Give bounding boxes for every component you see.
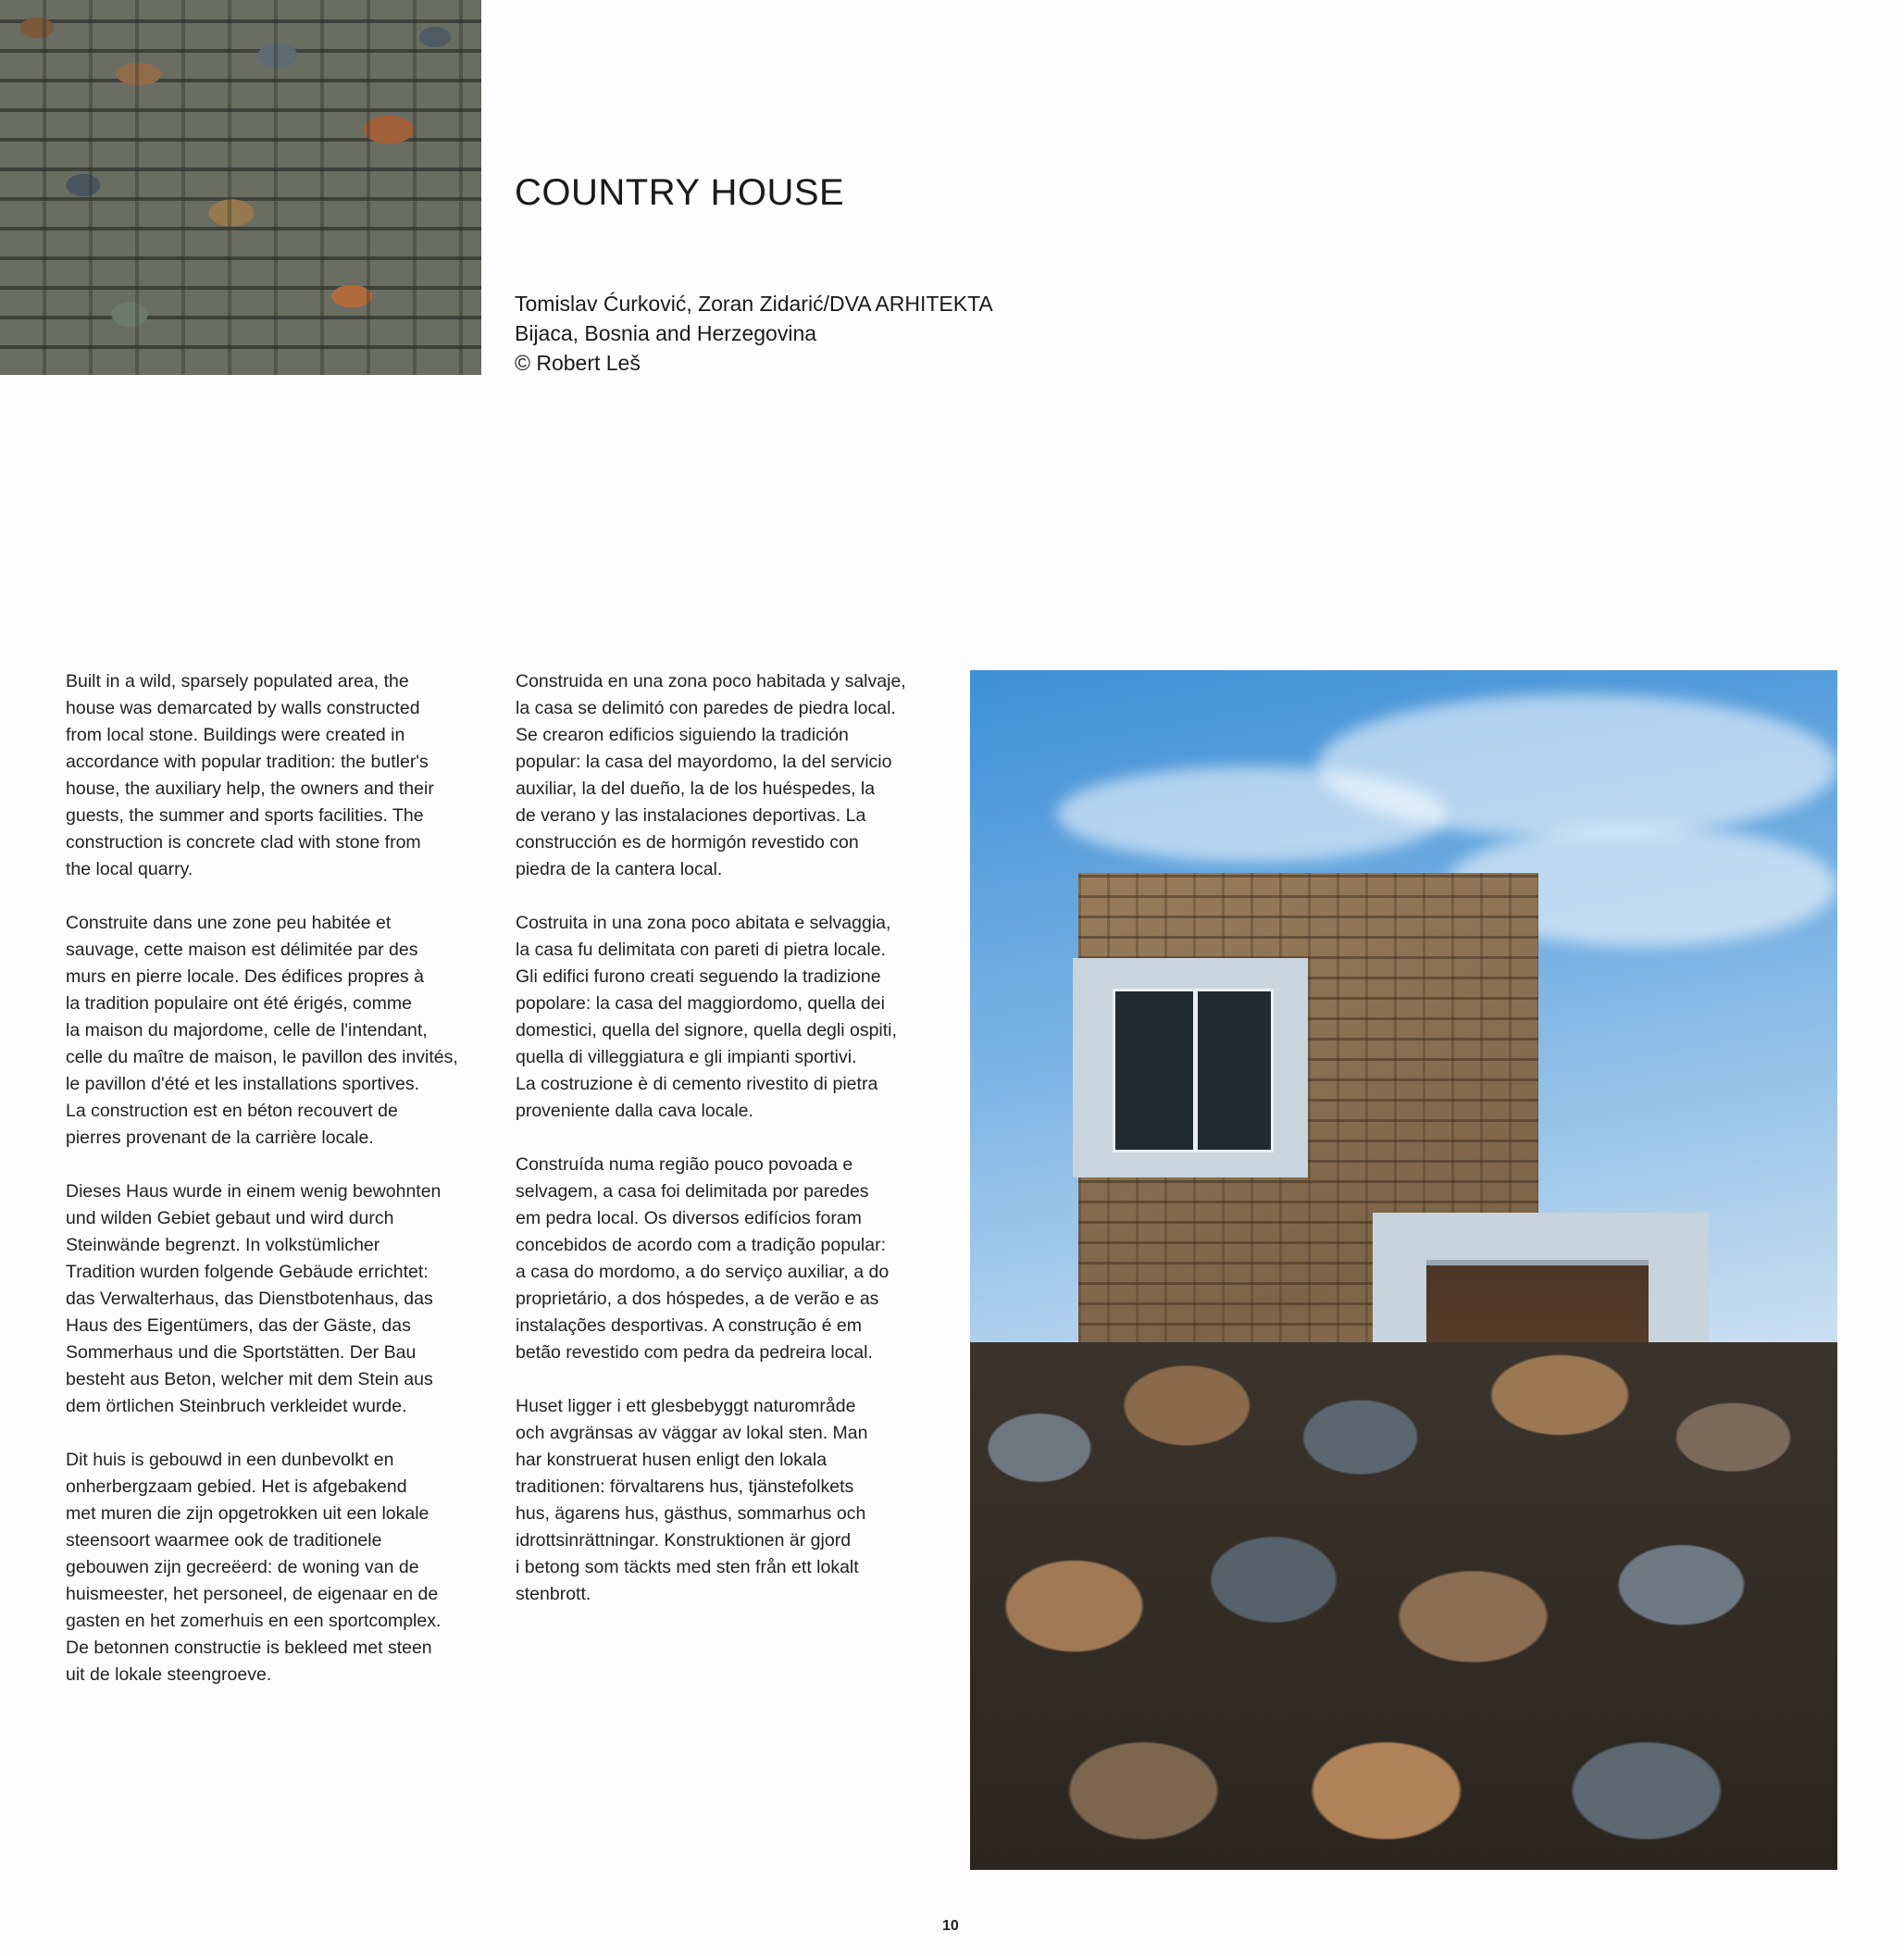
- architects: Tomislav Ćurković, Zoran Zidarić/DVA ARHITEKTA: [515, 292, 993, 316]
- text-line: auxiliar, la del dueño, la de los huéspedes, la: [516, 779, 876, 799]
- text-line: steensoort waarmee ook de traditionele: [66, 1530, 382, 1551]
- text-line: sauvage, cette maison est délimitée par des: [66, 940, 418, 960]
- text-line: dem örtlichen Steinbruch verkleidet wurde.: [66, 1396, 407, 1416]
- text-line: murs en pierre locale. Des édifices propres à: [66, 966, 424, 987]
- text-line: Costruita in una zona poco abitata e selvaggia,: [516, 913, 891, 933]
- text-line: concebidos de acordo com a tradição popular:: [516, 1235, 886, 1255]
- text-line: popolare: la casa del maggiordomo, quella dei: [516, 993, 885, 1014]
- text-line: La costruzione è di cemento rivestito di pietra: [516, 1074, 878, 1094]
- text-line: Dit huis is gebouwd in een dunbevolkt en: [66, 1450, 394, 1470]
- text-line: construction is concrete clad with stone from: [66, 832, 421, 853]
- text-line: und wilden Gebiet gebaut und wird durch: [66, 1208, 394, 1228]
- text-line: huismeester, het personeel, de eigenaar en de: [66, 1584, 439, 1604]
- text-line: from local stone. Buildings were created in: [66, 725, 405, 745]
- text-line: onherbergzaam gebied. Het is afgebakend: [66, 1476, 407, 1497]
- paragraph-pt: [516, 1152, 951, 1366]
- text-line: Dieses Haus wurde in einem wenig bewohnten: [66, 1181, 442, 1202]
- location: Bijaca, Bosnia and Herzegovina: [515, 321, 817, 345]
- text-line: de verano y las instalaciones deportivas. La: [516, 805, 866, 826]
- text-line: guests, the summer and sports facilities. The: [66, 805, 424, 826]
- text-line: idrottsinrättningar. Konstruktionen är gjord: [516, 1530, 852, 1551]
- paragraph-nl: [66, 1447, 501, 1688]
- text-line: house was demarcated by walls constructed: [66, 698, 420, 718]
- text-line: em pedra local. Os diversos edifícios foram: [516, 1208, 862, 1228]
- text-line: celle du maître de maison, le pavillon des invités,: [66, 1047, 458, 1067]
- text-line: piedra de la cantera local.: [516, 859, 723, 879]
- house-photo: [970, 670, 1837, 1870]
- text-line: a casa do mordomo, a do serviço auxiliar, a do: [516, 1262, 890, 1282]
- text-line: gebouwen zijn gecreëerd: de woning van de: [66, 1557, 419, 1577]
- text-line: house, the auxiliary help, the owners and their: [66, 779, 434, 799]
- text-line: uit de lokale steengroeve.: [66, 1664, 272, 1685]
- text-line: le pavillon d'été et les installations sportives.: [66, 1074, 420, 1094]
- paragraph-de: [66, 1178, 501, 1420]
- text-line: la maison du majordome, celle de l'intendant,: [66, 1020, 428, 1040]
- text-line: domestici, quella del signore, quella degli ospiti,: [516, 1020, 897, 1040]
- project-credits: [515, 289, 993, 378]
- text-line: the local quarry.: [66, 859, 193, 879]
- paragraph-sv: [516, 1393, 951, 1608]
- text-line: selvagem, a casa foi delimitada por paredes: [516, 1181, 869, 1202]
- text-line: met muren die zijn opgetrokken uit een lokale: [66, 1503, 429, 1524]
- paragraph-es: [516, 668, 951, 883]
- rock-pile: [970, 1342, 1837, 1870]
- text-line: instalações desportivas. A construção é em: [516, 1315, 862, 1336]
- text-line: quella di villeggiatura e gli impianti sportivi.: [516, 1047, 857, 1067]
- text-line: besteht aus Beton, welcher mit dem Stein aus: [66, 1369, 433, 1389]
- window: [1073, 958, 1309, 1177]
- text-column-left: [66, 668, 501, 1715]
- paragraph-it: [516, 910, 951, 1125]
- stone-wall-texture-image: [0, 0, 481, 375]
- photographer-credit: © Robert Leš: [515, 351, 641, 375]
- text-line: proprietário, a dos hóspedes, a de verão e as: [516, 1289, 879, 1309]
- text-line: stenbrott.: [516, 1584, 591, 1604]
- text-line: la casa se delimitó con paredes de piedra local.: [516, 698, 896, 718]
- text-line: popular: la casa del mayordomo, la del servicio: [516, 752, 892, 772]
- text-line: Construida en una zona poco habitada y salvaje,: [516, 671, 906, 691]
- text-line: traditionen: förvaltarens hus, tjänstefolkets: [516, 1476, 854, 1497]
- text-line: Construite dans une zone peu habitée et: [66, 913, 392, 933]
- page-title: COUNTRY HOUSE: [515, 172, 845, 213]
- text-line: i betong som täckts med sten från ett lokalt: [516, 1557, 859, 1577]
- text-line: Construída numa região pouco povoada e: [516, 1154, 853, 1175]
- text-line: gasten en het zomerhuis en een sportcomplex.: [66, 1611, 442, 1631]
- text-line: construcción es de hormigón revestido con: [516, 832, 859, 853]
- text-line: pierres provenant de la carrière locale.: [66, 1128, 374, 1148]
- text-line: betão revestido com pedra da pedreira local.: [516, 1342, 873, 1363]
- text-line: Built in a wild, sparsely populated area, the: [66, 671, 409, 691]
- text-line: Huset ligger i ett glesbebyggt naturområde: [516, 1396, 856, 1416]
- text-line: Steinwände begrenzt. In volkstümlicher: [66, 1235, 380, 1255]
- text-line: la tradition populaire ont été érigés, comme: [66, 993, 412, 1014]
- text-line: Sommerhaus und die Sportstätten. Der Bau: [66, 1342, 417, 1363]
- page-number: 10: [942, 1918, 959, 1934]
- text-column-middle: [516, 668, 951, 1635]
- text-line: De betonnen constructie is bekleed met steen: [66, 1638, 432, 1658]
- text-line: hus, ägarens hus, gästhus, sommarhus och: [516, 1503, 866, 1524]
- text-line: Haus des Eigentümers, das der Gäste, das: [66, 1315, 411, 1336]
- text-line: Gli edifici furono creati seguendo la tradizione: [516, 966, 881, 987]
- paragraph-fr: [66, 910, 501, 1152]
- text-line: har konstruerat husen enligt den lokala: [516, 1450, 828, 1470]
- text-line: La construction est en béton recouvert de: [66, 1101, 398, 1121]
- text-line: la casa fu delimitata con pareti di pietra locale.: [516, 940, 886, 960]
- paragraph-en: [66, 668, 501, 883]
- text-line: Se crearon edificios siguiendo la tradición: [516, 725, 849, 745]
- text-line: proveniente dalla cava locale.: [516, 1101, 753, 1121]
- text-line: och avgränsas av väggar av lokal sten. Man: [516, 1423, 868, 1443]
- text-line: accordance with popular tradition: the butler's: [66, 752, 429, 772]
- text-line: Tradition wurden folgende Gebäude errichtet:: [66, 1262, 429, 1282]
- text-line: das Verwalterhaus, das Dienstbotenhaus, das: [66, 1289, 433, 1309]
